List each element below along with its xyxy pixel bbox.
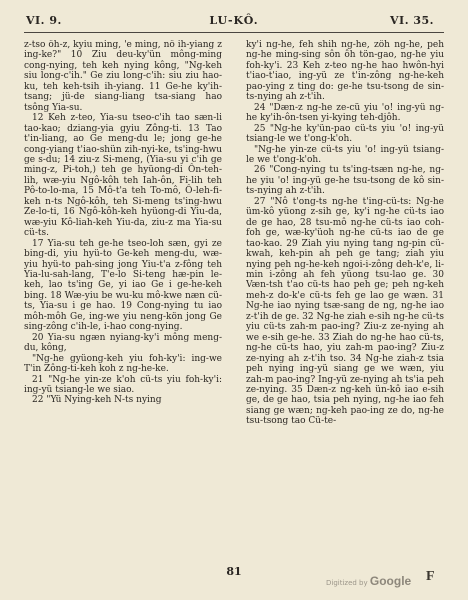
google-logo: Google — [369, 574, 412, 588]
left-paragraph: 21 "Ng-he yin-ze k'oh cü-ts yiu foh-ky'i: ing-yü tsiang-le we siao. — [24, 374, 222, 395]
left-column — [24, 40, 222, 562]
left-paragraph: z-tso ôh-z, kyiu ming, 'e ming, nô ih-yiang z ing-ke?" 10 Ziu deu-ky'ün mông-ming cong-nying, teh keh nying kông, "Ng-keh siu long-c'ih." Ge ziu long-c'ih: siu ziu hao-ku, teh keh-tsih ih-yiang. 11 Ge-he ky'ih-tsang; jü-de siang-liang tsa-siang hao tsông Yia-su. — [24, 40, 222, 113]
right-paragraph: 27 "Nô t'ong-ts ng-he t'ing-cü-ts: Ng-he üm-kô yüong z-sih ge, ky'i ng-he cü-ts iao de ge hao, 28 tsu-mô ng-he cü-ts iao coh-foh ge, wæ-ky'üoh ng-he cü-ts iao de ge tao-kao. 29 Ziah yiu nying tang ng-pin cü-kwah, keh-pin ah peh ge tang; ziah yiu nying peh ng-he-keh ngoi-i-zông deh-k'e, li-min i-zông ah feh yüong tsu-lao ge. 30 Væn-tsh t'ao cü-ts hao peh ge; peh ng-keh meh-z do-k'e cü-ts feh ge lao ge wæn. 31 Ng-he iao nying tsæ-sang de ng, ng-he iao z-t'ih de ge. 32 Ng-he ziah e-sih ng-he cü-ts yiu cü-ts zah-m pao-ing? Ziu-z ze-nying ah we e-sih ge-he. 33 Ziah do ng-he hao cü-ts, ng-he cü-ts hao, yiu zah-m pao-ing? Ziu-z ze-nying ah z-t'ih tso. 34 Ng-he ziah-z tsia peh nying ing-yü siang ge we wæn, yiu zah-m pao-ing? Ing-yü ze-nying ah ts'ia peh ze-nying. 35 Dæn-z ng-keh ün-kô iao e-sih ge, de ge hao, tsia peh nying, ng-he iao feh siang ge wæn; ng-keh pao-ing ze do, ng-he tsu-tsong tao Cü-te- — [246, 196, 444, 427]
header-rule — [24, 32, 444, 33]
right-column — [246, 40, 444, 562]
header-chapter-right: VI. 35. — [390, 14, 434, 27]
right-paragraph: 24 "Dæn-z ng-he ze-cü yiu 'o! ing-yü ng-he ky'ih-ôn-tsen yi-kying teh-djôh. — [246, 102, 444, 124]
signature-mark: F — [426, 569, 435, 584]
right-paragraph: 26 "Cong-nying tu ts'ing-tsæn ng-he, ng-he yiu 'o! ing-yü ge-he tsu-tsong de kô sin-ts-nying ah z-t'ih. — [246, 165, 444, 197]
left-paragraph: 17 Yia-su teh ge-he tseo-loh sæn, gyi ze bing-di, yiu hyü-to Ge-keh meng-du, wæ-yiu hyü-to pah-sing jong Yiu-t'a z-fông teh Yia-lu-sah-lang, T'e-lo Si-teng hæ-pin le-keh, lao ts'ing Ge, yi iao Ge i ge-he-keh bing. 18 Wæ-yiu be wu-ku mô-kwe næn cü-ts, Yia-su i ge hao. 19 Cong-nying tu iao môh-môh Ge, ing-we yiu neng-kön jong Ge sing-zông c'ih-le, i-hao cong-nying. — [24, 238, 222, 333]
left-paragraph: 22 "Yü Nying-keh N-ts nying — [32, 395, 162, 406]
left-paragraph: 12 Keh z-teo, Yia-su tseo-c'ih tao sæn-li tao-kao; dziang-yia gyiu Zông-ti. 13 Tao t'in-liang, ao Ge meng-du le; jong ge-he cong-yiang t'iao-shün zih-nyi-ke, ts'ing-hwu ge s-du; 14 ziu-z Si-meng, (Yia-su yi c'ih ge ming-z, Pi-toh,) teh ge hyüong-di Ôn-teh-lih, wæ-yiu Ngô-kôh teh Iah-ôn, Fi-lih teh Pô-to-lo-ma, 15 Mô-t'a teh To-mô, Ô-leh-fi-keh n-ts Ngô-kôh, teh Si-meng ts'ing-hwu Ze-lo-ti, 16 Ngô-kôh-keh hyüong-di Yiu-da, wæ-yiu Kô-liah-keh Yiu-da, ziu-z ma Yia-su cü-ts. — [24, 113, 222, 239]
header-book-title: LU-KÔ. — [209, 14, 259, 27]
left-paragraph: "Ng-he gyüong-keh yiu foh-ky'i: ing-we T'in Zông-ti-keh koh z ng-he-ke. — [24, 353, 222, 375]
right-paragraph: 25 "Ng-he ky'ün-pao cü-ts yiu 'o! ing-yü tsiang-le we t'ong-k'oh. — [246, 123, 444, 145]
running-header — [0, 14, 468, 30]
digitized-watermark — [326, 574, 411, 588]
left-paragraph: 20 Yia-su ngæn nyiang-ky'i mông meng-du, kông, — [24, 332, 222, 354]
right-paragraph: ky'i ng-he, feh shih ng-he, zôh ng-he, peh ng-he ming-sing sôn ôh tön-gao, ng-he yiu foh-ky'i. 23 Keh z-teo ng-he hao hwôn-hyi t'iao-t'iao, ing-yü ze t'in-zông ng-he-keh pao-ying z ting do: ge-he tsu-tsong de sin-ts-nying ah z-t'ih. — [246, 40, 444, 103]
digitized-label: Digitized by — [326, 579, 368, 587]
page-number: 81 — [226, 565, 242, 578]
right-paragraph: "Ng-he yin-ze cü-ts yiu 'o! ing-yü tsiang-le we t'ong-k'oh. — [246, 144, 444, 165]
header-chapter-left: VI. 9. — [26, 14, 62, 27]
